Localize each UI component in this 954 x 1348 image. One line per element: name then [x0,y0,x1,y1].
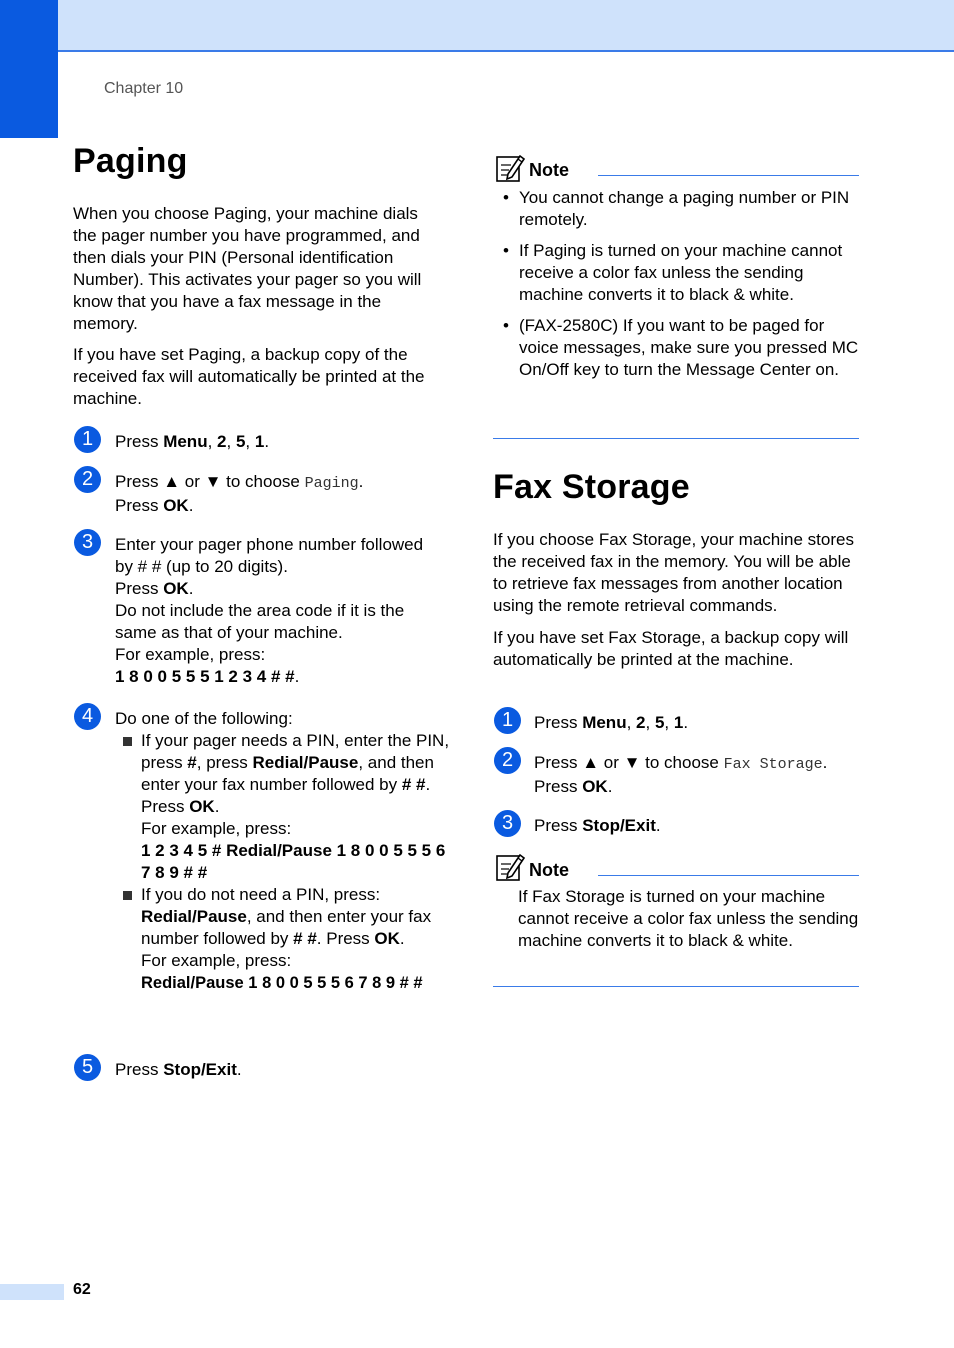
fax-storage-title: Fax Storage [493,468,690,506]
note-divider [598,875,859,876]
step-number-2: 2 [74,466,101,493]
down-arrow-icon: ▼ [204,472,222,491]
note-1-list [493,187,859,390]
note-heading: Note [529,860,569,880]
note-divider [598,175,859,176]
square-bullet-icon [123,737,132,746]
note-2-text: If Fax Storage is turned on your machine cannot receive a color fax unless the sending machine converts it to black & white. [518,887,859,950]
paging-step-4: Do one of the following: If your pager needs a PIN, enter the PIN, press #, press Redial/Pause, and then enter your fax number followed by # #. Press OK. For example, press: 1 2 3 4 5 # Redial/Pause 1 8 0 0 5 5 5 6 7 8 9 # # If you do not need a PIN, press: Redial/Pause, and then enter your fax number followed by # #. Press OK. For example, press: Redial/Pause 1 8 0 0 5 5 5 6 7 8 9 # # [115,709,450,992]
chapter-tab [0,0,58,138]
example-sequence: 1 8 0 0 5 5 5 1 2 3 4 # # [115,667,295,686]
down-arrow-icon: ▼ [623,753,641,772]
note-pencil-icon [495,852,525,882]
menu-key: Menu [163,432,208,451]
up-arrow-icon: ▲ [582,753,600,772]
header-bar [0,0,954,52]
lcd-option: Fax Storage [723,756,823,773]
step-number-4: 4 [74,703,101,730]
footer-bar [0,1284,64,1300]
step-number-5: 5 [74,1054,101,1081]
fax-storage-intro-1: If you choose Fax Storage, your machine stores the received fax in the memory. You will be able to retrieve fax messages from another location using the remote retrieval commands. [493,530,854,615]
paging-step-2: Press ▲ or ▼ to choose Paging. Press OK. [115,472,364,515]
step-number-1: 1 [494,707,521,734]
step-number-1: 1 [74,426,101,453]
fax-storage-step-2: Press ▲ or ▼ to choose Fax Storage. Press OK. [534,753,828,796]
chapter-label: Chapter 10 [104,80,184,97]
paging-intro [73,203,443,410]
paging-step-5: Press Stop/Exit. [115,1060,242,1079]
step-number-3: 3 [494,810,521,837]
fax-storage-step-1: Press Menu, 2, 5, 1. [534,713,689,732]
note-heading: Note [529,160,569,180]
note-pencil-icon [495,153,525,183]
option-with-pin: If your pager needs a PIN, enter the PIN, press #, press Redial/Pause, and then enter your fax number followed by # #. Press OK. For example, press: 1 2 3 4 5 # Redial/Pause 1 8 0 0 5 5 5 6 7 8 9 # # [115,730,450,884]
option-without-pin: If you do not need a PIN, press: Redial/Pause, and then enter your fax number followed by # #. Press OK. For example, press: Redial/Pause 1 8 0 0 5 5 5 6 7 8 9 # # [115,884,450,994]
square-bullet-icon [123,891,132,900]
paging-intro-1: When you choose Paging, your machine dials the pager number you have programmed, and then dials your PIN (Personal identification Number). This activates your pager so you will know that you have a fax message in the memory. [73,204,422,333]
step-number-2: 2 [494,747,521,774]
paging-intro-2: If you have set Paging, a backup copy of the received fax will automatically be printed at the machine. [73,345,425,408]
page-number: 62 [73,1281,91,1298]
paging-step-1: Press Menu, 2, 5, 1. [115,432,270,451]
stop-exit-key: Stop/Exit [163,1060,237,1079]
fax-storage-intro-2: If you have set Fax Storage, a backup copy will automatically be printed at the machine. [493,628,849,669]
paging-title: Paging [73,142,188,180]
up-arrow-icon: ▲ [163,472,181,491]
note-end-divider [493,986,859,987]
list-item: • If Paging is turned on your machine cannot receive a color fax unless the sending machine converts it to black & white. [503,241,843,304]
paging-step-3: Enter your pager phone number followed by # # (up to 20 digits). Press OK. Do not include the area code if it is the same as that of your machine. For example, press: 1 8 0 0 5 5 5 1 2 3 4 # #. [115,535,424,686]
list-item: • (FAX-2580C) If you want to be paged for voice messages, make sure you pressed MC On/Off key to turn the Message Center on. [503,316,859,379]
fax-storage-intro [493,529,858,671]
note-end-divider [493,438,859,439]
fax-storage-step-3: Press Stop/Exit. [534,816,661,835]
lcd-option: Paging [304,475,359,492]
step-number-3: 3 [74,529,101,556]
list-item: • You cannot change a paging number or PIN remotely. [503,188,850,229]
